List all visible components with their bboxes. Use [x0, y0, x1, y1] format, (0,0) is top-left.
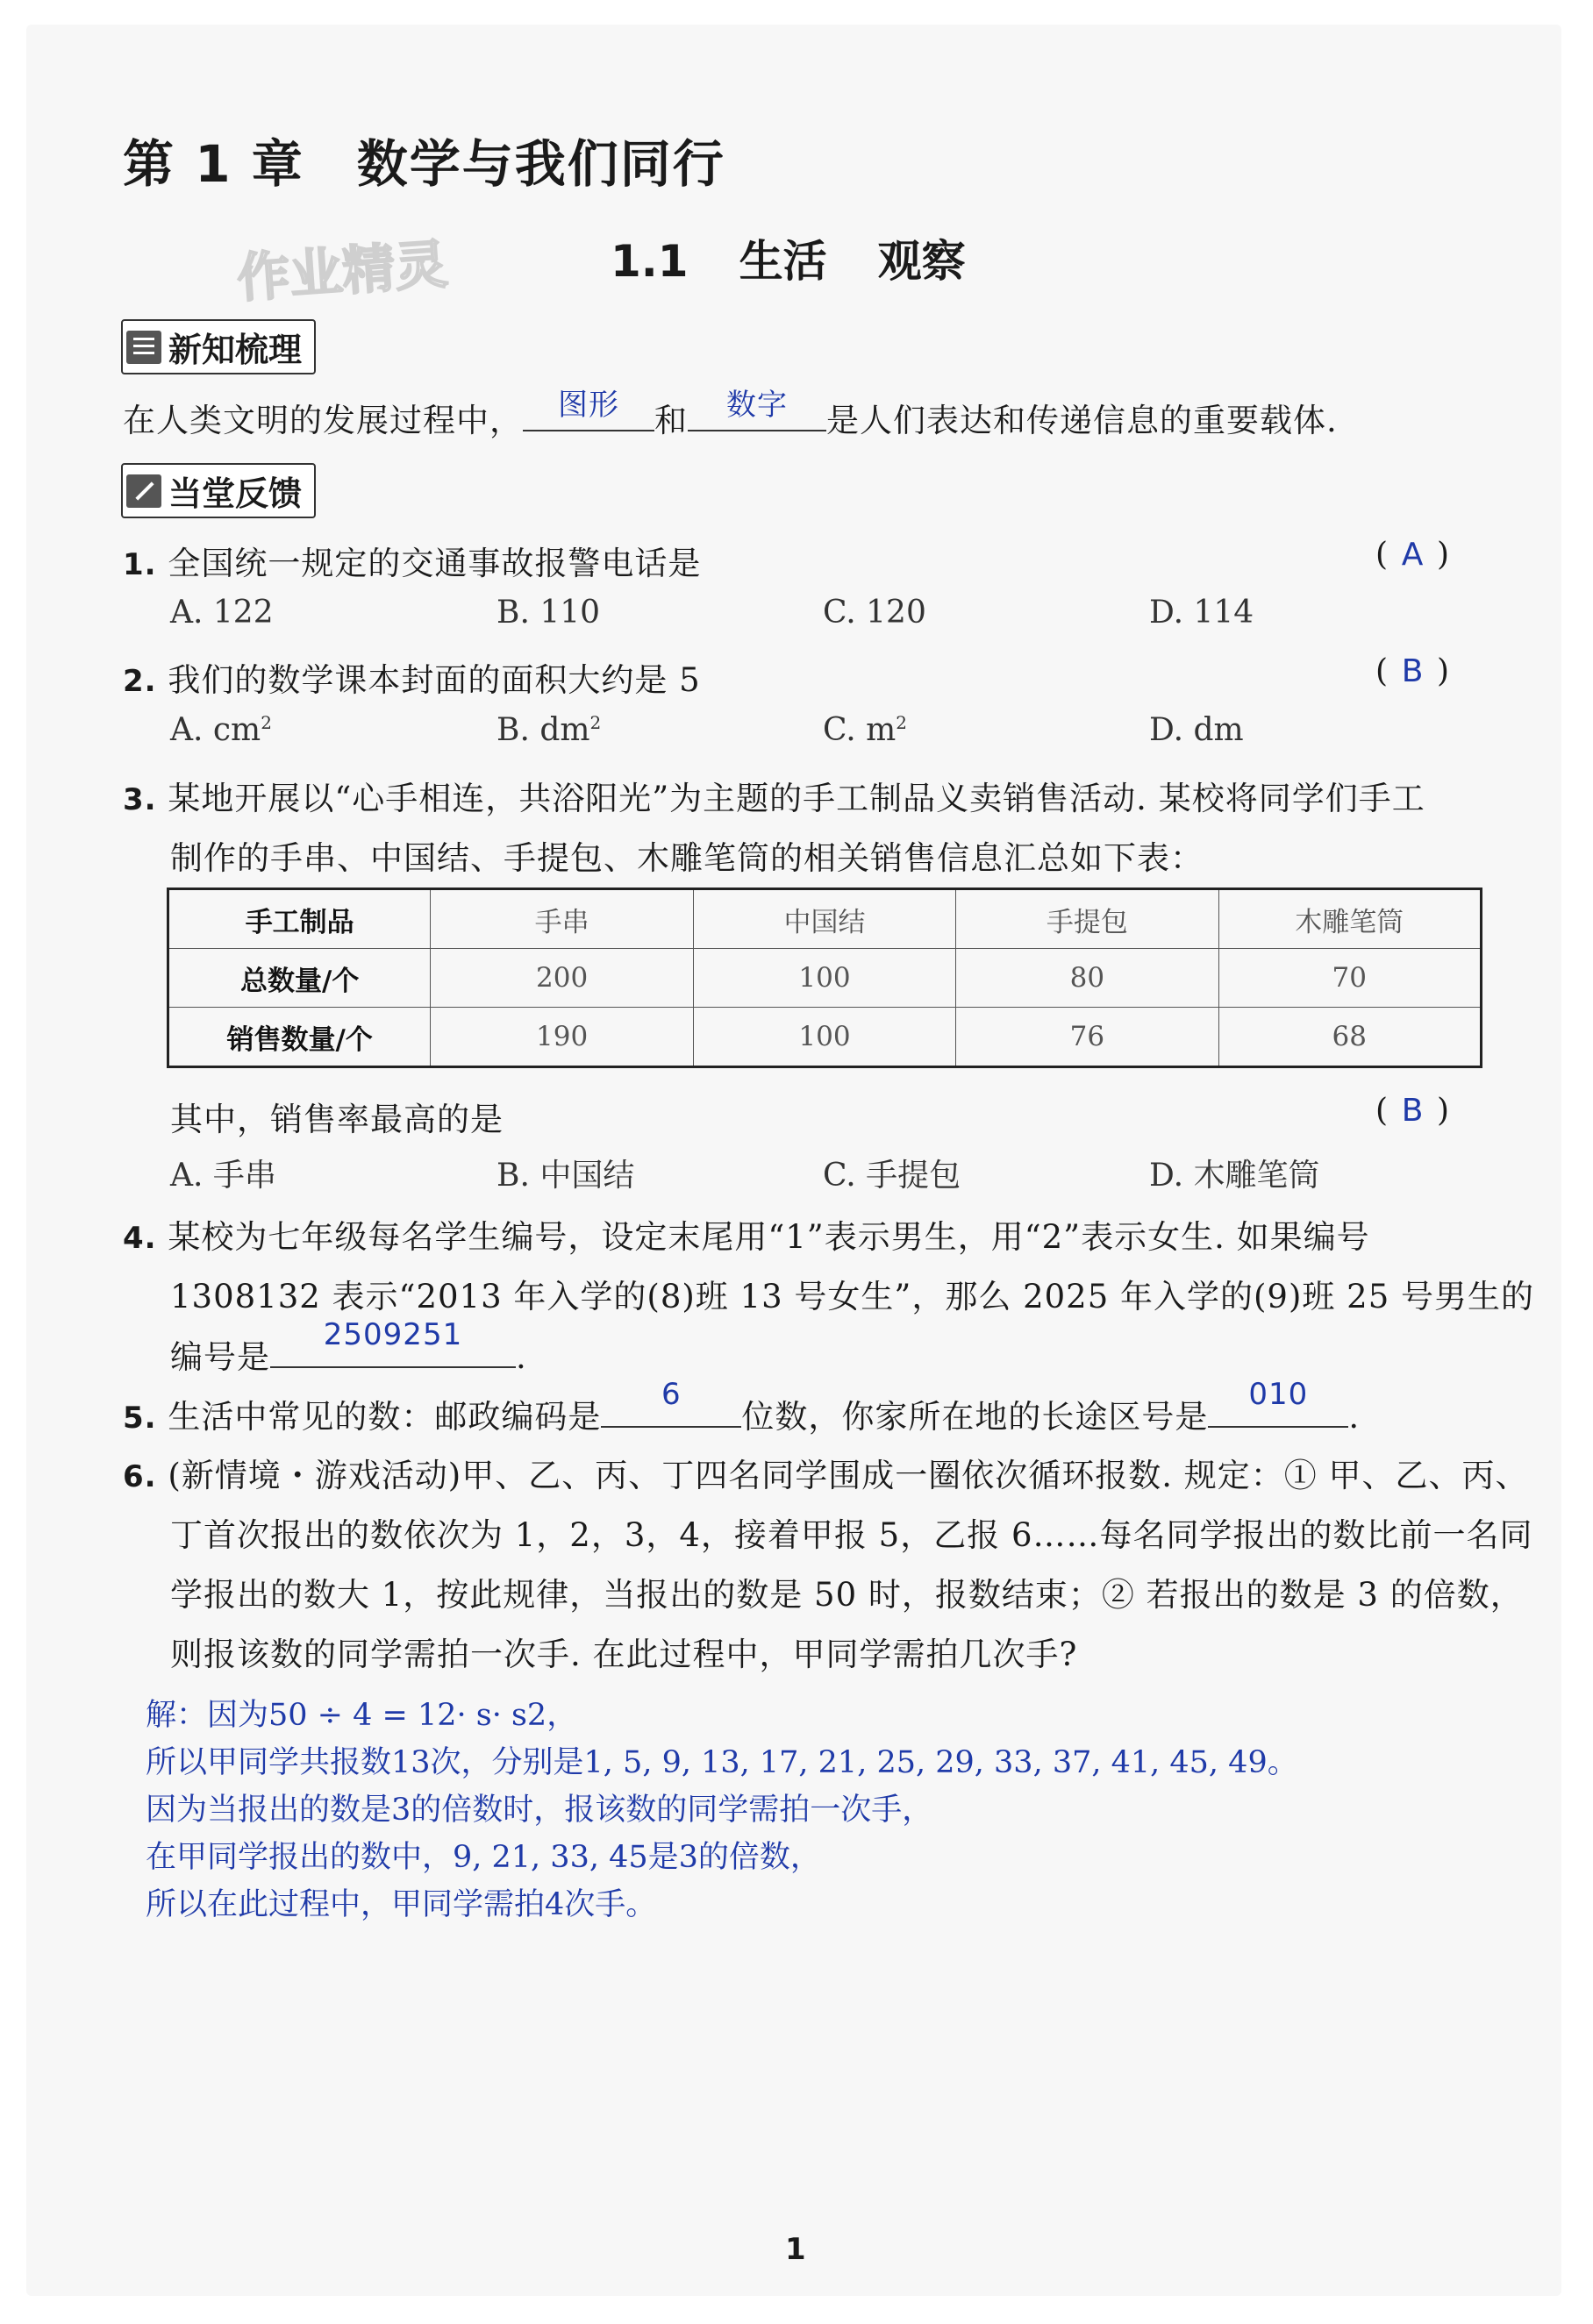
- q4-blank[interactable]: 2509251: [270, 1330, 516, 1368]
- q3-option-b: B. 中国结: [496, 1158, 635, 1194]
- page-number: 1: [785, 2232, 806, 2267]
- question-5: 5. 生活中常见的数：邮政编码是 6 位数，你家所在地的长途区号是 010 .: [123, 1377, 1361, 1436]
- q3-option-c: C. 手提包: [823, 1158, 961, 1194]
- solution-line: 因为当报出的数是3的倍数时，报该数的同学需拍一次手，: [146, 1793, 933, 1828]
- table-cell: 100: [693, 1008, 955, 1067]
- feedback-badge: [121, 463, 316, 518]
- q5-blank-2[interactable]: 010: [1208, 1389, 1348, 1428]
- question-3-line-1: 3. 某地开展以“心手相连，共浴阳光”为主题的手工制品义卖销售活动. 某校将同学们手工: [123, 780, 1425, 817]
- q1-option-b: B. 110: [496, 595, 601, 631]
- q1-answer-paren: ( A ): [1375, 537, 1450, 573]
- section-number: 1.1: [611, 236, 689, 287]
- table-header-cell: 手串: [431, 889, 693, 949]
- question-4-line-2: 1308132 表示“2013 年入学的(8)班 13 号女生”，那么 2025 年入学的(9)班 25 号男生的: [170, 1278, 1535, 1315]
- q3-option-a: A. 手串: [170, 1158, 276, 1194]
- q1-option-c: C. 120: [823, 595, 926, 631]
- solution-line: 解：因为50 ÷ 4 = 12· s· s2，: [146, 1698, 578, 1733]
- table-header-cell: 木雕笔筒: [1218, 889, 1481, 949]
- solution-line: 所以甲同学共报数13次，分别是1, 5, 9, 13, 17, 21, 25, 29, 33, 37, 41, 45, 49。: [146, 1745, 1298, 1780]
- question-6-line-4: 则报该数的同学需拍一次手. 在此过程中，甲同学需拍几次手?: [170, 1636, 1078, 1673]
- new-knowledge-label: 新知梳理: [168, 331, 303, 369]
- solution-line: 所以在此过程中，甲同学需拍4次手。: [146, 1887, 657, 1922]
- question-2: 2. 我们的数学课本封面的面积大约是 5: [123, 661, 701, 699]
- q2-option-b: B. $dm^2$: [496, 712, 602, 748]
- q1-option-a: A. 122: [170, 595, 274, 631]
- q2-answer: B: [1401, 653, 1424, 689]
- blank-1[interactable]: 图形: [523, 393, 654, 431]
- table-cell: 总数量/个: [168, 949, 431, 1008]
- table-row: [168, 1008, 1482, 1067]
- section-heading: [611, 226, 966, 289]
- watermark-logo: 作业精灵: [235, 233, 450, 310]
- chapter-heading: [123, 123, 725, 196]
- table-cell: 200: [431, 949, 693, 1008]
- question-4-line-1: 4. 某校为七年级每名学生编号，设定末尾用“1”表示男生，用“2”表示女生. 如果编号: [123, 1218, 1370, 1256]
- table-header-cell: 中国结: [693, 889, 955, 949]
- table-cell: 70: [1218, 949, 1481, 1008]
- new-knowledge-badge: [121, 319, 316, 374]
- q5-blank-1[interactable]: 6: [601, 1389, 741, 1428]
- question-3-line-2: 制作的手串、中国结、手提包、木雕笔筒的相关销售信息汇总如下表：: [170, 839, 1204, 877]
- question-4-line-3: 编号是 2509251 .: [170, 1317, 527, 1376]
- question-6-line-1: 6. (新情境・游戏活动)甲、乙、丙、丁四名同学围成一圈依次循环报数. 规定：① 甲、乙、丙、: [123, 1457, 1529, 1494]
- q1-option-d: D. 114: [1149, 595, 1254, 631]
- chapter-title: 数学与我们同行: [356, 134, 725, 194]
- q3-option-d: D. 木雕笔筒: [1149, 1158, 1320, 1194]
- book-icon: [126, 331, 161, 364]
- table-row: [168, 949, 1482, 1008]
- q2-answer-paren: ( B ): [1375, 653, 1450, 689]
- q2-option-a: A. $cm^2$: [170, 712, 272, 748]
- q2-option-d: D. dm: [1149, 712, 1244, 748]
- question-6-line-3: 学报出的数大 1，按此规律，当报出的数是 50 时，报数结束；② 若报出的数是 3 的倍数，: [170, 1576, 1524, 1614]
- table-header-cell: 手工制品: [168, 889, 431, 949]
- new-knowledge-sentence: 在人类文明的发展过程中， 图形 和 数字 是人们表达和传递信息的重要载体.: [123, 388, 1338, 439]
- q3-answer-paren: ( B ): [1375, 1093, 1450, 1129]
- table-cell: 76: [956, 1008, 1218, 1067]
- section-title: 生活: [739, 236, 827, 287]
- chapter-label: 第 1 章: [123, 134, 304, 194]
- table-cell: 190: [431, 1008, 693, 1067]
- q3-answer: B: [1401, 1093, 1424, 1129]
- table-cell: 100: [693, 949, 955, 1008]
- question-1: 1. 全国统一规定的交通事故报警电话是: [123, 545, 702, 582]
- q2-option-c: C. $m^2$: [823, 712, 908, 748]
- question-6-line-2: 丁首次报出的数依次为 1，2，3，4，接着甲报 5，乙报 6……每名同学报出的数比前一名同: [170, 1516, 1533, 1554]
- solution-line: 在甲同学报出的数中，9, 21, 33, 45是3的倍数，: [146, 1840, 821, 1875]
- section-title-2: 观察: [877, 236, 966, 287]
- feedback-label: 当堂反馈: [168, 474, 303, 513]
- table-cell: 68: [1218, 1008, 1481, 1067]
- pencil-icon: [126, 474, 161, 508]
- table-cell: 80: [956, 949, 1218, 1008]
- blank-2[interactable]: 数字: [688, 393, 826, 431]
- table-cell: 销售数量/个: [168, 1008, 431, 1067]
- table-header-cell: 手提包: [956, 889, 1218, 949]
- sales-table: [167, 888, 1482, 1068]
- q1-answer: A: [1401, 537, 1424, 573]
- question-3-after: 其中，销售率最高的是: [170, 1101, 504, 1138]
- table-row: [168, 889, 1482, 949]
